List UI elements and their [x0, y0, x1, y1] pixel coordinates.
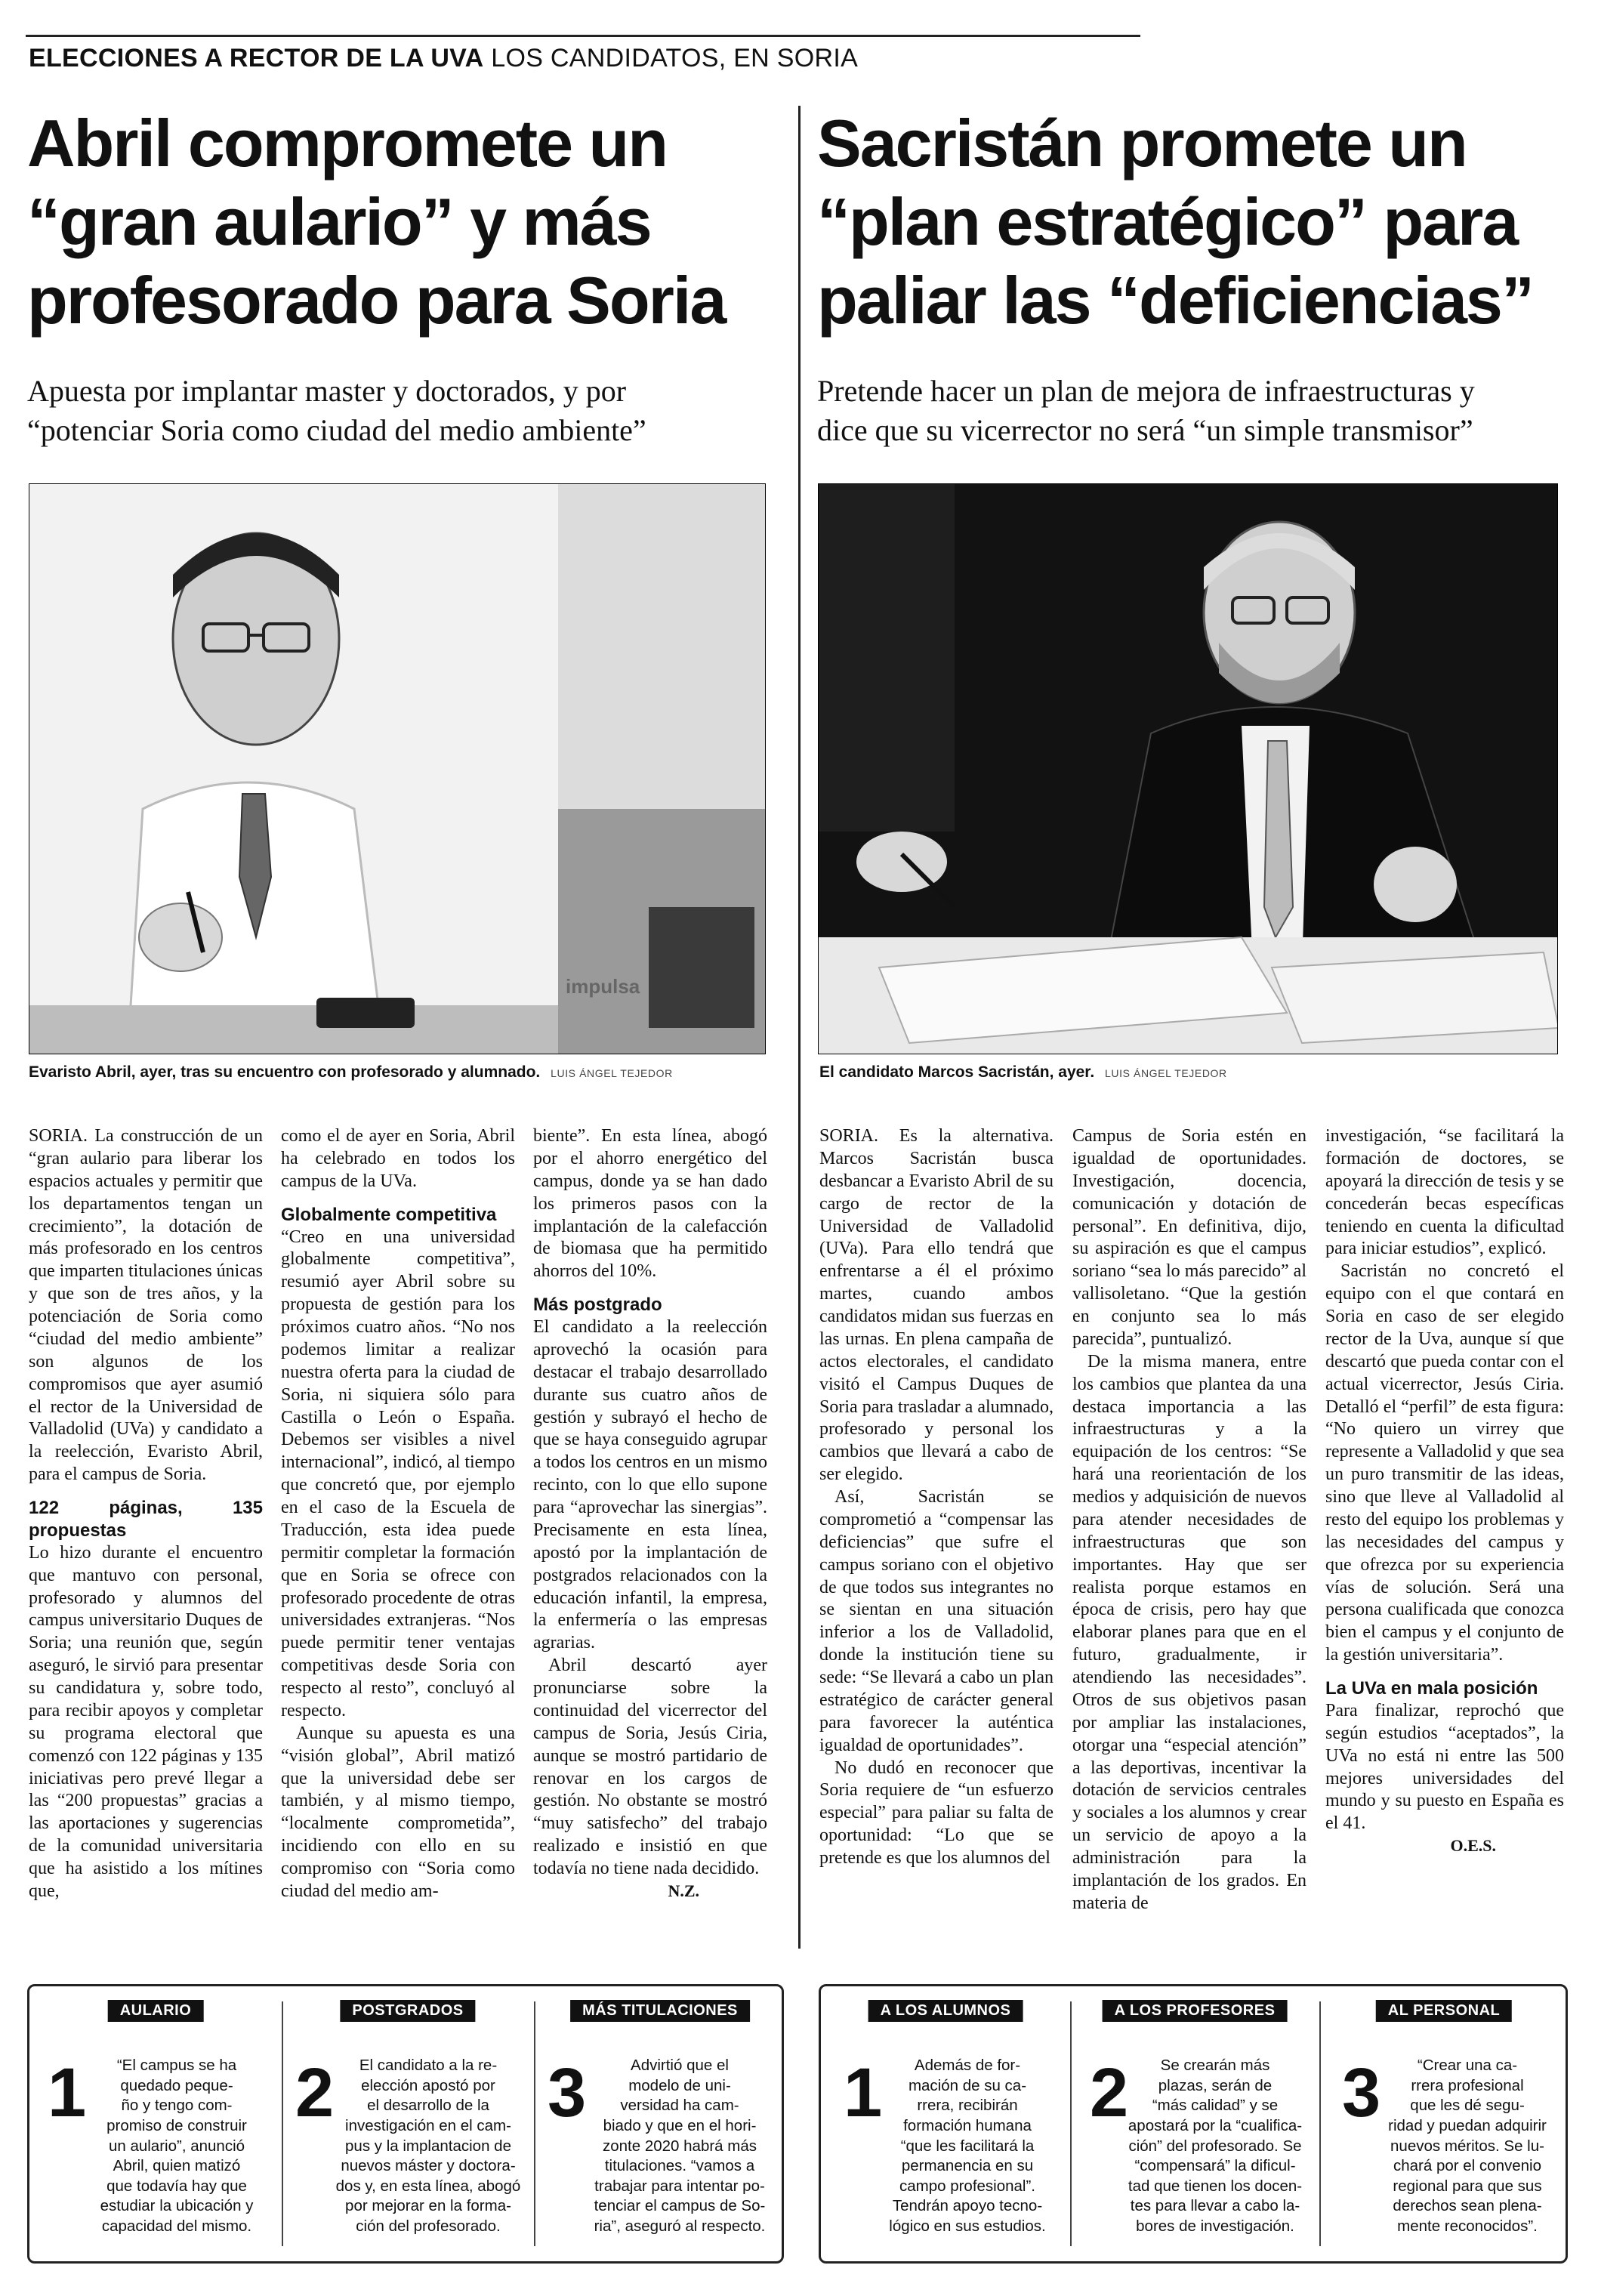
article-paragraph: El candidato a la reelección aprovechó la ocasión para destacar el trabajo desarrollado durante sus cuatro años de gestión y subrayó el hecho de que se haya conseguido agrupar a todos los centros en un mismo recinto, con lo que ello supone para “aprovechar las sinergias”. Precisamente en esta línea, apostó por la implantación de postgrados relacionados con la educación infantil, la empresa, la enfermería o las empresas agrarias. [533, 1317, 767, 1653]
factbox-number: 1 [48, 2054, 87, 2131]
article-paragraph: como el de ayer en Soria, Abril ha celebrado en todos los campus de la UVa. [281, 1126, 515, 1191]
article-subhead: La UVa en mala posición [1325, 1678, 1538, 1699]
left-factbox [27, 1984, 784, 2264]
article-signature: N.Z. [668, 1881, 699, 1900]
top-rule [26, 35, 1140, 37]
article-paragraph: Sacristán no concretó el equipo con el que contará en Soria en caso de ser elegido rector de la Uva, aunque sí que descartó que pueda contar con el actual vicerrector, Jesús Ciria. Detalló el “perfil” de esta figura: “No quiero un virrey que represente a Valladolid y que sea un puro transmitir de las ideas, sino que lleve al Valladolid al resto del equipo los problemas y las necesidades del campus y que ofrezca por su experiencia vías de solución. Será una persona cualificada que conozca bien el campus y el conjunto de la gestión universitaria”. [1325, 1261, 1564, 1665]
right-article-column-3 [1325, 1125, 1564, 1856]
photo-illustration [29, 484, 766, 1054]
factbox-number: 3 [548, 2054, 587, 2131]
article-signature: O.E.S. [1450, 1836, 1496, 1856]
article-paragraph: No dudó en reconocer que Soria requiere de “un esfuerzo especial” para paliar su falta de oportunidad: “Lo que se pretende es que los alumnos del [819, 1757, 1054, 1868]
factbox-text: Advirtió que el modelo de uni- versidad ha cam- biado y que en el hori- zonte 2020 habrá más titulaciones. “vamos a trabajar para intentar po- tenciar el campus de So- ria”, aseguró al respecto. [594, 2057, 766, 2236]
factbox-tab: AULARIO [108, 2000, 204, 2022]
factbox-text: El candidato a la re- elección apostó por el desarrollo de la investigación en el cam- pus y la implantacion de nuevos máster y doctora- dos y, en esta línea, abogó por mejorar en la forma- ción del profesorado. [335, 2057, 521, 2236]
article-paragraph: SORIA. Es la alternativa. Marcos Sacristán busca desbancar a Evaristo Abril de su cargo de rector de la Universidad de Valladolid (UVa). Para ello tendrá que enfrentarse a él el próximo martes, cuando ambos candidatos midan sus fuerzas en las urnas. En plena campaña de actos electorales, el candidato visitó el Campus Duques de Soria para trasladar a alumnado, profesorado y personal los cambios que llevará a cabo de ser elegido. [819, 1126, 1054, 1485]
factbox-text: “El campus se ha quedado peque- ño y tengo com- promiso de construir un aulario”, anunció Abril, quien matizó que todavía hay que estudiar la ubicación y capacidad del mismo. [100, 2057, 254, 2236]
right-deck: Pretende hacer un plan de mejora de infraestructuras y dice que su vicerrector no será “un simple transmisor” [817, 374, 1475, 447]
factbox-text: Además de for- mación de su ca- rrera, recibirán formación humana “que les facilitará la permanencia en su campo profesional”. Tendrán apoyo tecno- lógico en sus estudios. [889, 2057, 1046, 2236]
article-paragraph: “Creo en una universidad globalmente competitiva”, resumió ayer Abril sobre su propuesta de gestión para los próximos cuatro años. “No nos podemos limitar a realizar nuestra oferta para la ciudad de Soria, ni siquiera sólo para Castilla o León o España. Debemos ser visibles a nivel internacional”, indicó, al tiempo que concretó que, por ejemplo en el caso de la Escuela de Traducción, esta idea puede permitir completar la formación que en Soria se ofrece con profesorado procedente de otras universidades extranjeras. “Nos puede permitir tener ventajas competitivas desde Soria con respecto al resto”, concluyó al respecto. [281, 1227, 515, 1720]
factbox-card [821, 1986, 1070, 2261]
right-factbox [819, 1984, 1568, 2264]
factbox-number: 1 [844, 2054, 883, 2131]
photo-marcos-sacristan [818, 483, 1558, 1054]
factbox-text: “Crear una ca- rrera profesional que les dé segu- ridad y puedan adquirir nuevos méritos. Se lu- chará por el convenio regional para que sus derechos sean plena- mente reconocidos”. [1388, 2057, 1547, 2236]
factbox-card [1070, 1986, 1319, 2261]
left-article-column-1 [29, 1125, 263, 1903]
right-photo-credit: LUIS ÁNGEL TEJEDOR [1105, 1067, 1227, 1079]
right-headline: Sacristán promete un “plan estratégico” para paliar las “deficiencias” [817, 106, 1533, 338]
article-paragraph: investigación, “se facilitará la formación de doctores, se apoyará la dirección de tesis y se concederán becas específicas teniendo en cuenta la dificultad para iniciar estudios”, explicó. [1325, 1126, 1564, 1259]
right-article-column-2 [1072, 1125, 1306, 1915]
factbox-number: 2 [295, 2054, 335, 2131]
factbox-card [282, 1986, 534, 2261]
left-photo-caption [29, 1063, 673, 1082]
article-subhead: Más postgrado [533, 1295, 662, 1316]
left-photo-credit: LUIS ÁNGEL TEJEDOR [551, 1067, 673, 1079]
factbox-number: 2 [1090, 2054, 1129, 2131]
factbox-card [534, 1986, 786, 2261]
article-paragraph: Abril descartó ayer pronunciarse sobre la continuidad del vicerrector del campus de Soria, Jesús Ciria, aunque se mostró partidario de renovar en los cargos de gestión. No obstante se mostró “muy satisfecho” del trabajo realizado e insistió en que todavía no tiene nada decidido. [533, 1656, 767, 1878]
factbox-tab: POSTGRADOS [340, 2000, 475, 2022]
article-paragraph: Así, Sacristán se comprometió a “compensar las deficiencias” que sufre el campus soriano con el objetivo de que todos sus integrantes no se sientan en una situación inferior a los de Valladolid, donde la institución tiene su sede: “Se llevará a cabo un plan estratégico de carácter general para favorecer la auténtica igualdad de oportunidades”. [819, 1487, 1054, 1755]
factbox-card [1319, 1986, 1569, 2261]
article-paragraph: Lo hizo durante el encuentro que mantuvo con personal, profesorado y alumnos del campus universitario Duques de Soria; una reunión que, según aseguró, le sirvió para presentar su candidatura y, sobre todo, para recibir apoyos y completar su programa electoral que comenzó con 122 páginas y 135 iniciativas pero prevé llegar a las “200 propuestas” gracias a las aportaciones y sugerencias de la comunidad universitaria que ha asistido a los mítines que, [29, 1542, 263, 1901]
left-caption-text: Evaristo Abril, ayer, tras su encuentro con profesorado y alumnado. [29, 1063, 541, 1081]
section-subtitle: LOS CANDIDATOS, EN SORIA [491, 44, 859, 73]
left-deck: Apuesta por implantar master y doctorados, y por “potenciar Soria como ciudad del medio ambiente” [27, 374, 646, 447]
article-paragraph: Para finalizar, reprochó que según estudios “aceptados”, la UVa no está ni entre las 500 mejores universidades del mundo y su puesto en España es el 41. [1325, 1700, 1564, 1834]
article-paragraph: SORIA. La construcción de un “gran aulario para liberar los espacios actuales y permitir que los departamentos tengan un crecimiento”, la dotación de más profesorado en los centros que imparten titulaciones únicas y que son de tres años, y la potenciación de Soria como “ciudad del medio ambiente” son algunos de los compromisos que ayer asumió el rector de la Universidad de Valladolid (UVa) y candidato a la reelección, Evaristo Abril, para el campus de Soria. [29, 1126, 263, 1485]
factbox-tab: A LOS PROFESORES [1103, 2000, 1288, 2022]
factbox-tab: MÁS TITULACIONES [570, 2000, 750, 2022]
article-paragraph: Campus de Soria estén en igualdad de oportunidades. Investigación, docencia, comunicación y dotación de personal”. En definitiva, dijo, su aspiración es que el campus soriano “sea lo más parecido” al vallisoletano. “Que la gestión en conjunto sea lo más parecida”, puntualizó. [1072, 1126, 1306, 1349]
right-article-column-1 [819, 1125, 1054, 1870]
photo-evaristo-abril [29, 483, 766, 1054]
factbox-text: Se crearán más plazas, serán de “más calidad” y se apostará por la “cualifica- ción” del profesorado. Se “compensará” la dificul- tad que tienen los docen- tes para llevar a cabo la- bores de investigación. [1128, 2057, 1303, 2236]
left-article-column-2 [281, 1125, 515, 1903]
article-subhead: Globalmente competitiva [281, 1204, 497, 1225]
right-photo-caption [819, 1063, 1227, 1082]
article-paragraph: biente”. En esta línea, abogó por el ahorro energético del campus, donde ya se han dado los primeros pasos con la implantación de la calefacción de biomasa que ha permitido ahorros del 10%. [533, 1126, 767, 1282]
factbox-tab: AL PERSONAL [1376, 2000, 1512, 2022]
section-header [29, 44, 858, 73]
article-paragraph: Aunque su apuesta es una “visión global”, Abril matizó que la universidad debe ser también, y al mismo tiempo, “localmente comprometida”, incidiendo con ello en su compromiso con “Soria como ciudad del medio am- [281, 1723, 515, 1901]
column-divider [798, 106, 801, 1949]
left-article-column-3 [533, 1125, 767, 1901]
section-title: ELECCIONES A RECTOR DE LA UVA [29, 44, 484, 73]
photo-sign-text: impulsa [566, 975, 640, 998]
article-subhead: 122 páginas, 135 propuestas [29, 1498, 263, 1541]
factbox-tab: A LOS ALUMNOS [868, 2000, 1023, 2022]
article-paragraph: De la misma manera, entre los cambios que plantea da una destaca importancia a las infraestructuras y a la equipación de los centros: “Se hará una reorientación de los medios y adquisición de nuevos para atender necesidades de infraestructuras que son importantes. Hay que ser realista porque estamos en época de crisis, pero hay que elaborar planes para que en el futuro, gradualmente, ir atendiendo las necesidades”. Otros de sus objetivos pasan por ampliar las instalaciones, otorgar una “especial atención” a las deportivas, incentivar la dotación de servicios centrales y sociales a los alumnos y crear un servicio de apoyo a la administración para la implantación de los grados. En materia de [1072, 1351, 1306, 1913]
right-caption-text: El candidato Marcos Sacristán, ayer. [819, 1063, 1095, 1081]
photo-illustration [819, 484, 1558, 1054]
left-headline: Abril compromete un “gran aulario” y más profesorado para Soria [27, 106, 726, 338]
factbox-number: 3 [1342, 2054, 1381, 2131]
factbox-card [29, 1986, 282, 2261]
